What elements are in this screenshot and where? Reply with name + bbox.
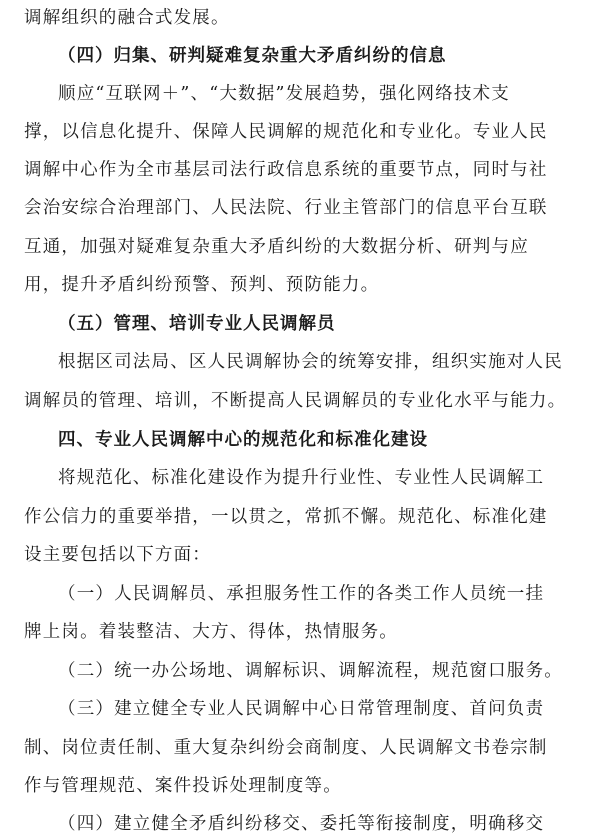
text-line-6: 会治安综合治理部门、人民法院、行业主管部门的信息平台互联 bbox=[24, 198, 548, 218]
text-line-11: 调解员的管理、培训，不断提高人民调解员的专业化水平与能力。 bbox=[24, 391, 567, 411]
text-line-16: （一）人民调解员、承担服务性工作的各类工作人员统一挂 bbox=[58, 584, 545, 604]
text-line-7: 互通，加强对疑难复杂重大矛盾纠纷的大数据分析、研判与应 bbox=[24, 237, 529, 257]
text-line-22: （四）建立健全矛盾纠纷移交、委托等衔接制度，明确移交 bbox=[58, 814, 545, 834]
text-line-13: 将规范化、标准化建设作为提升行业性、专业性人民调解工 bbox=[58, 468, 545, 488]
text-line-8: 用，提升矛盾纠纷预警、预判、预防能力。 bbox=[24, 275, 380, 295]
text-line-1: 调解组织的融合式发展。 bbox=[24, 8, 230, 28]
text-line-17: 牌上岗。着装整洁、大方、得体，热情服务。 bbox=[24, 622, 398, 642]
text-line-3: 顺应“互联网＋”、“大数据”发展趋势，强化网络技术支 bbox=[58, 84, 510, 104]
chapter-4-heading: 四、专业人民调解中心的规范化和标准化建设 bbox=[58, 430, 428, 450]
text-line-20: 制、岗位责任制、重大复杂纠纷会商制度、人民调解文书卷宗制 bbox=[24, 738, 548, 758]
text-line-18: （二）统一办公场地、调解标识、调解流程，规范窗口服务。 bbox=[58, 661, 563, 681]
text-line-4: 撑，以信息化提升、保障人民调解的规范化和专业化。专业人民 bbox=[24, 122, 548, 142]
text-line-15: 设主要包括以下方面： bbox=[24, 545, 211, 565]
text-line-21: 作与管理规范、案件投诉处理制度等。 bbox=[24, 776, 342, 796]
text-line-14: 作公信力的重要举措，一以贯之，常抓不懈。规范化、标准化建 bbox=[24, 507, 548, 527]
text-line-10: 根据区司法局、区人民调解协会的统筹安排，组织实施对人民 bbox=[58, 352, 563, 372]
section-5-heading: （五）管理、培训专业人民调解员 bbox=[58, 314, 336, 334]
section-4-heading: （四）归集、研判疑难复杂重大矛盾纠纷的信息 bbox=[58, 46, 447, 66]
text-line-5: 调解中心作为全市基层司法行政信息系统的重要节点，同时与社 bbox=[24, 160, 548, 180]
text-line-19: （三）建立健全专业人民调解中心日常管理制度、首问负责 bbox=[58, 699, 545, 719]
